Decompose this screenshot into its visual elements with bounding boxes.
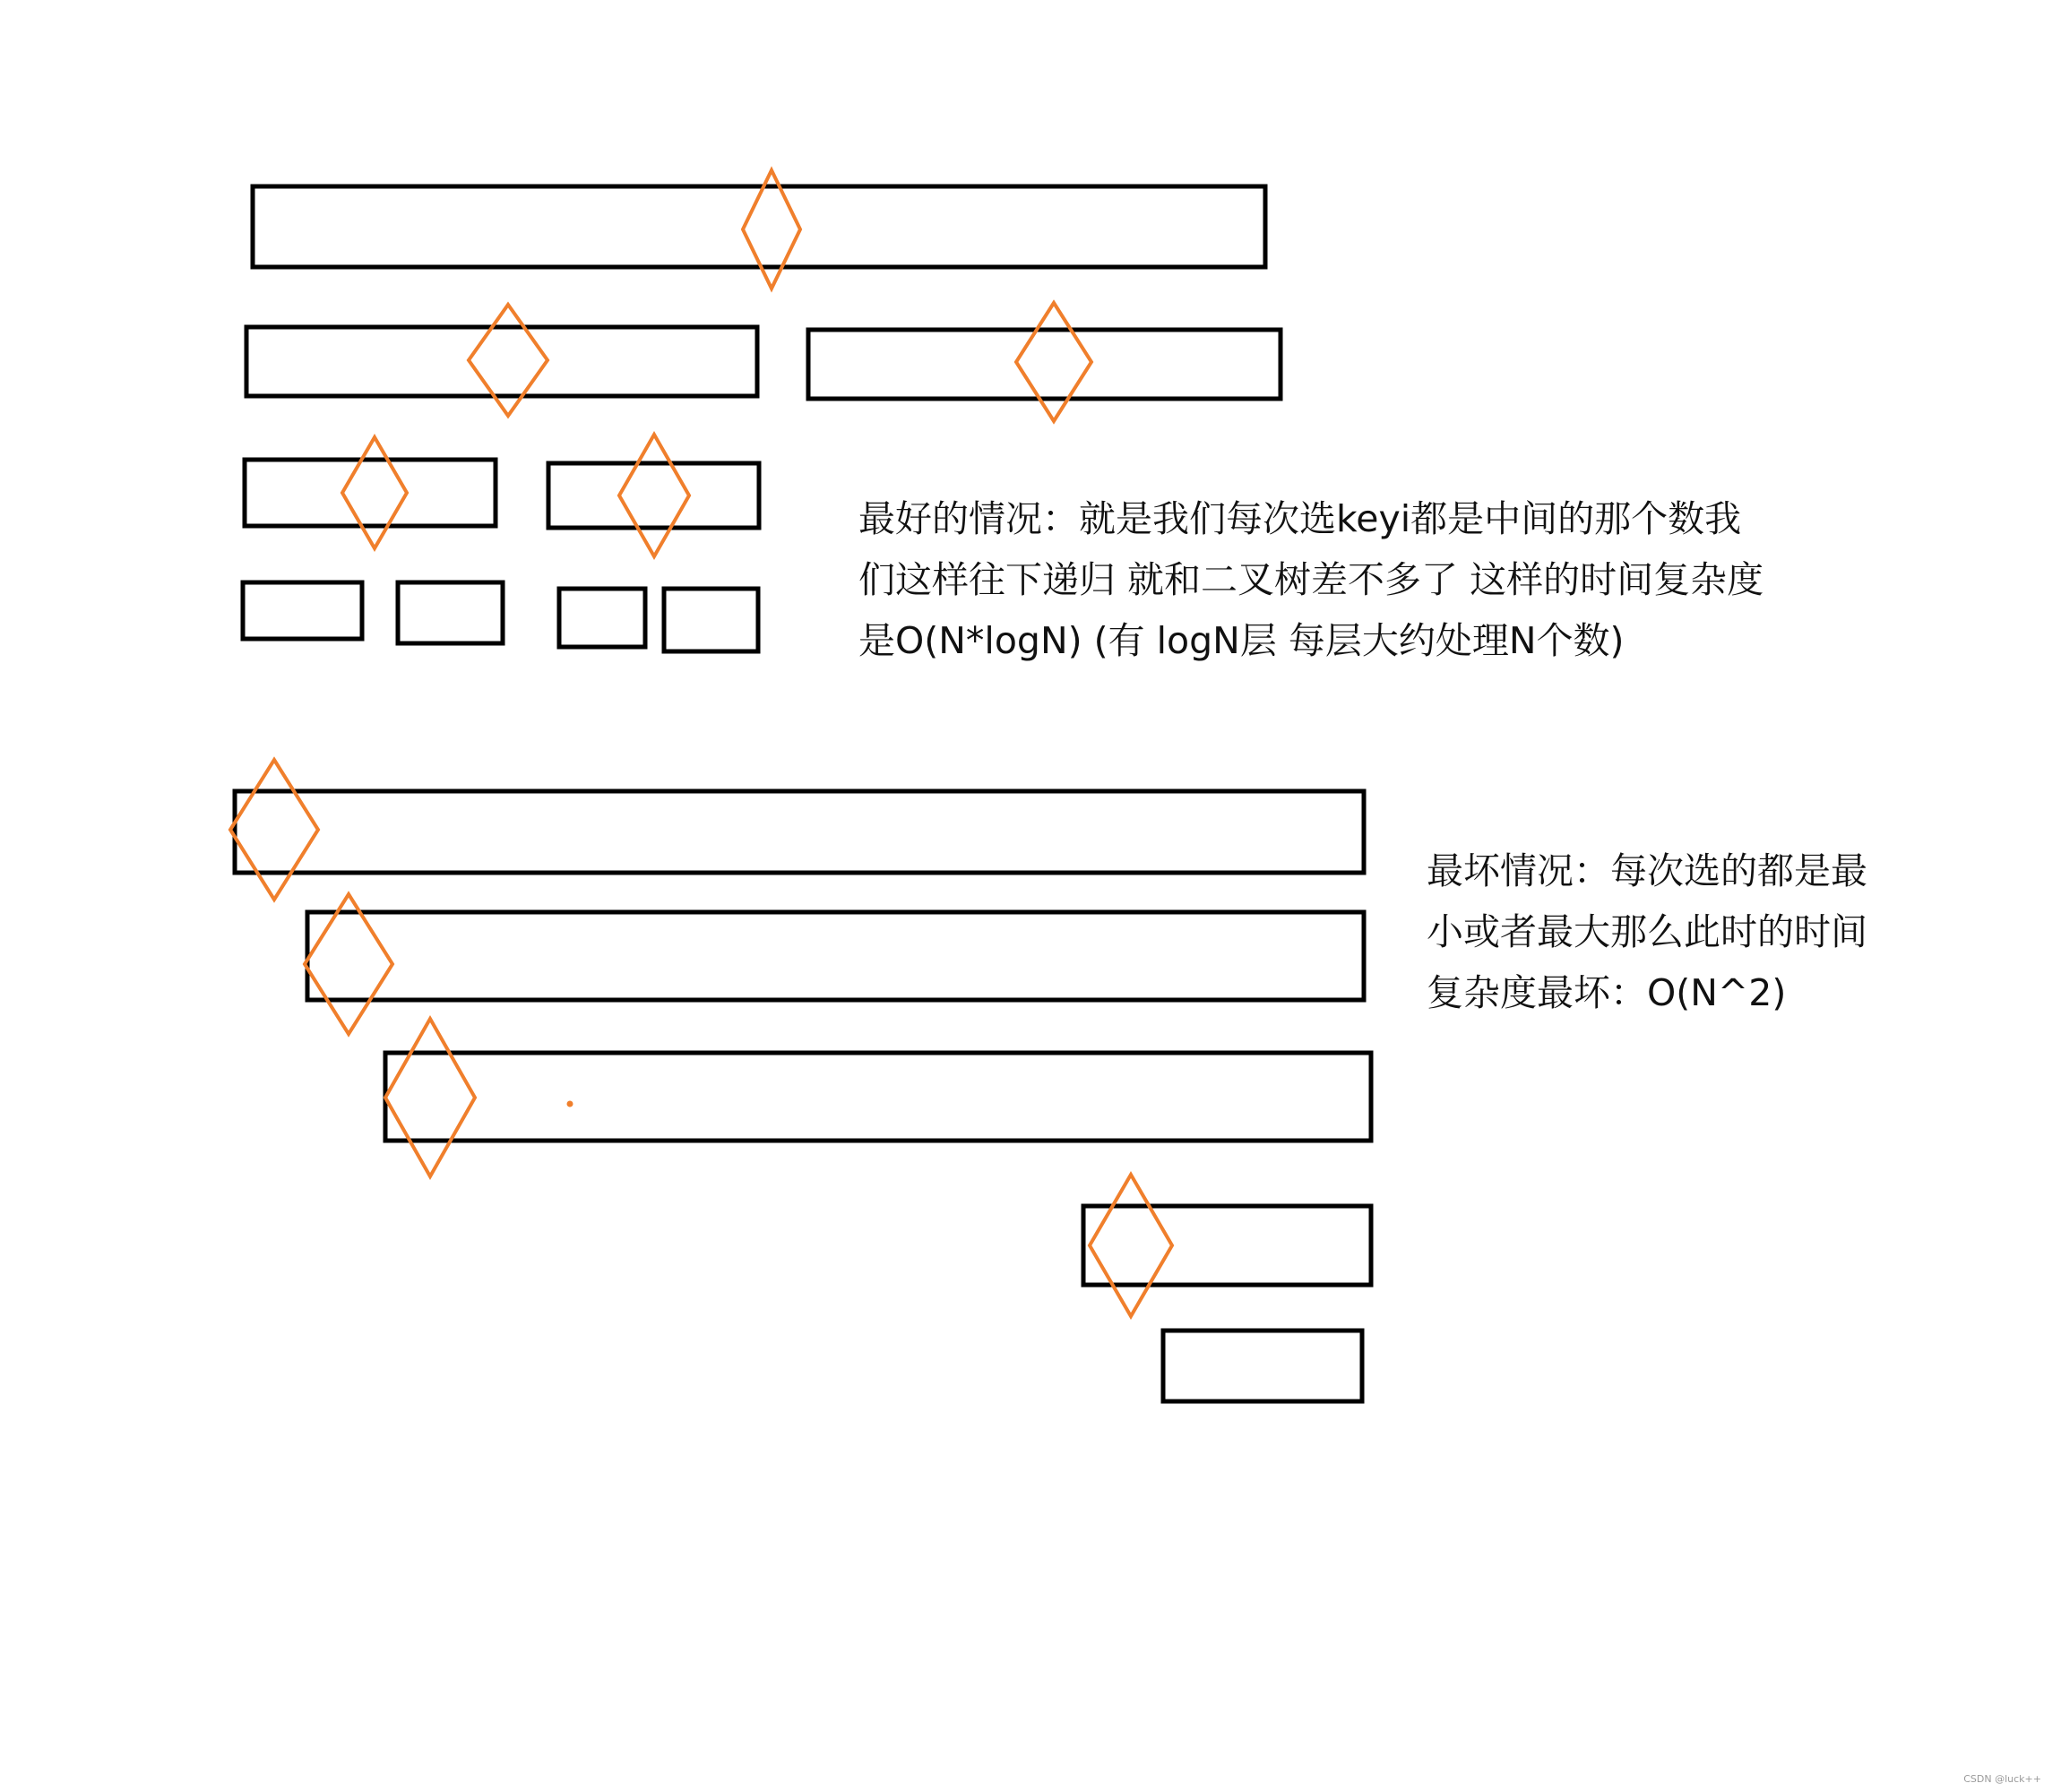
array-segment-level-4-d xyxy=(664,589,758,651)
best-case-note xyxy=(858,488,1763,671)
pivot-diamond-level-3-b xyxy=(619,435,689,556)
array-segment-level-4-c xyxy=(559,589,645,647)
array-segment-level-4-a xyxy=(243,582,362,639)
pivot-diamond-worst-2 xyxy=(305,894,392,1034)
best-case-line-3: 是O(N*logN) (有 logN层 每层大约处理N个数) xyxy=(858,619,1625,662)
pivot-diamond-worst-1 xyxy=(230,760,318,900)
worst-case-note xyxy=(1427,840,1867,1023)
pivot-diamond-level-3-a xyxy=(342,437,407,548)
watermark: CSDN @luck++ xyxy=(1963,1773,2041,1785)
array-segment-worst-3 xyxy=(385,1053,1371,1141)
pivot-diamond-level-2-right xyxy=(1016,303,1091,421)
worst-case-line-2: 小或者最大那么此时的时间 xyxy=(1427,910,1867,953)
array-segment-level-4-b xyxy=(398,582,503,643)
pivot-diamond-worst-3 xyxy=(385,1019,475,1176)
array-segment-level-2-left xyxy=(246,327,757,396)
pivot-diamond-level-2-left xyxy=(469,305,548,416)
array-segment-worst-5 xyxy=(1163,1331,1362,1401)
array-segment-worst-4 xyxy=(1083,1206,1371,1285)
array-segment-level-2-right xyxy=(808,330,1281,399)
array-segment-level-3-a xyxy=(245,460,496,526)
worst-case-recursion-chain xyxy=(230,760,1371,1401)
worst-case-line-3: 复杂度最坏：O(N^2) xyxy=(1427,971,1787,1014)
array-segment-worst-2 xyxy=(307,912,1364,1000)
worst-case-line-1: 最坏情况：每次选的都是最 xyxy=(1427,849,1867,892)
array-segment-level-3-b xyxy=(548,463,759,528)
stray-dot xyxy=(567,1101,573,1107)
array-segment-worst-1 xyxy=(235,791,1364,873)
pivot-diamond-worst-4 xyxy=(1090,1175,1172,1316)
best-case-line-2: 们这样往下递归 就和二叉树差不多了 这样的时间复杂度 xyxy=(858,558,1764,601)
best-case-line-1: 最好的情况：就是我们每次选keyi都是中间的那个数我 xyxy=(858,497,1742,540)
